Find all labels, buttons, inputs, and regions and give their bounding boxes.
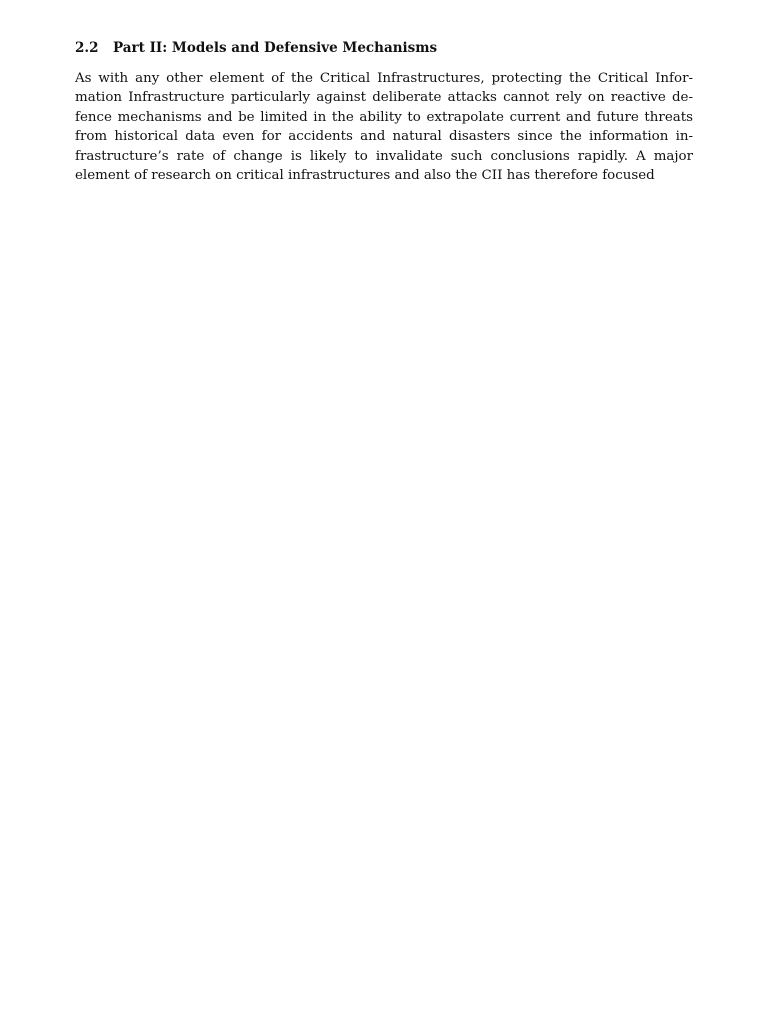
section-title: Part II: Models and Defensive Mechanisms bbox=[113, 40, 438, 56]
body-paragraph bbox=[75, 69, 693, 185]
paragraph-line: frastructure’s rate of change is likely to invalidate such conclusions rapidly. A major bbox=[75, 148, 693, 164]
paragraph-line: fence mechanisms and be limited in the ability to extrapolate current and future threats bbox=[75, 109, 693, 125]
paragraph-line: from historical data even for accidents and natural disasters since the information in- bbox=[75, 129, 693, 145]
paragraph-line: element of research on critical infrastructures and also the CII has therefore focused bbox=[75, 168, 655, 184]
section-heading bbox=[75, 38, 693, 58]
paragraph-line: As with any other element of the Critical Infrastructures, protecting the Critical Infor- bbox=[75, 71, 693, 86]
section-number: 2.2 bbox=[75, 40, 99, 56]
paragraph-line: mation Infrastructure particularly against deliberate attacks cannot rely on reactive de- bbox=[75, 90, 693, 106]
document-page bbox=[75, 38, 693, 185]
